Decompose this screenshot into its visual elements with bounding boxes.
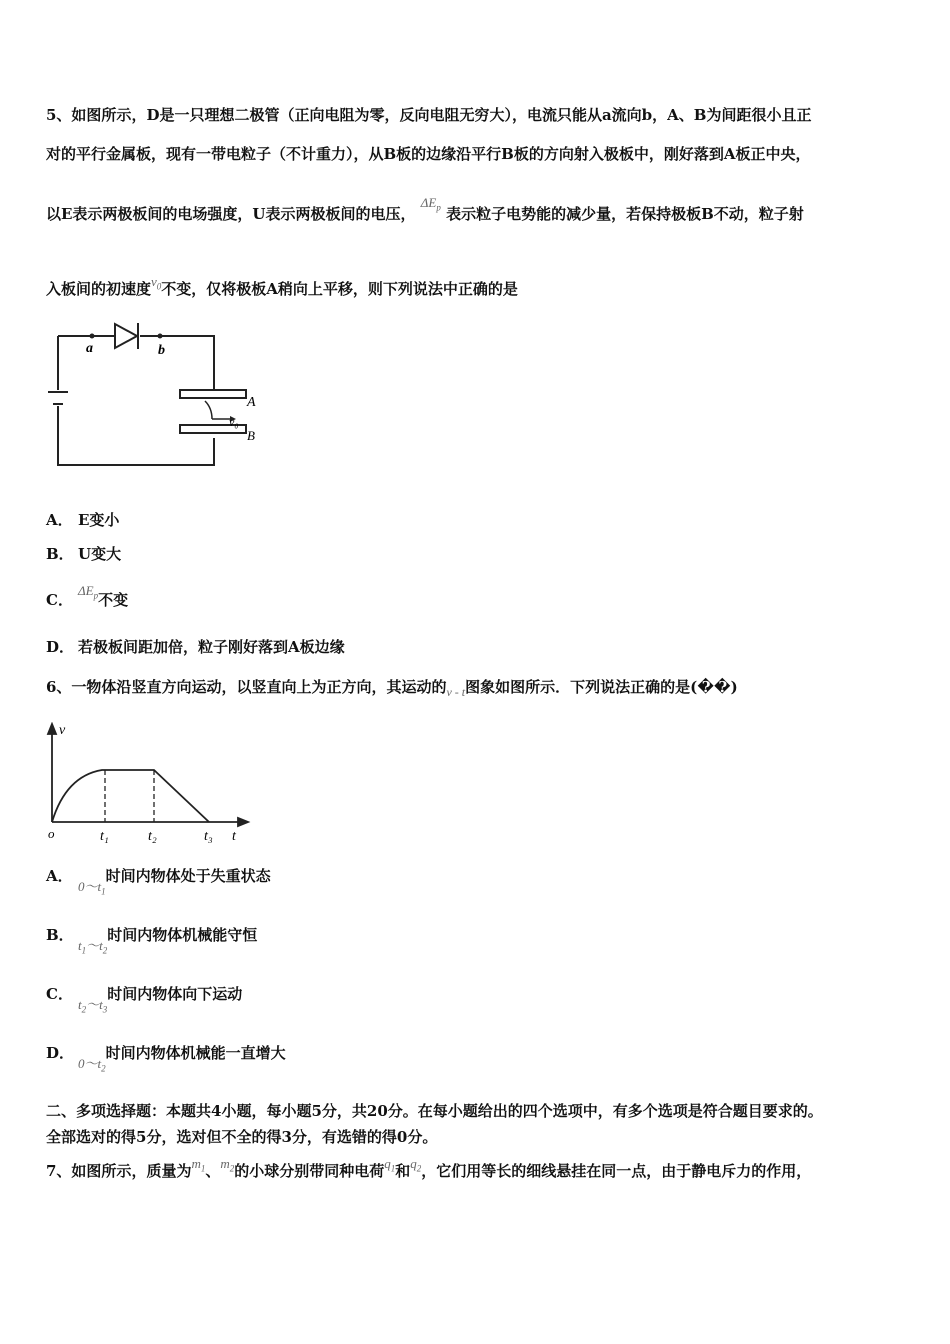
q6-option-c-label: C． <box>46 985 73 1003</box>
section2-line-1: 二、多项选择题：本题共4小题，每小题5分，共20分。在每小题给出的四个选项中，有多个选项是符合题目要求的。 <box>46 1102 823 1120</box>
q7-m1: $m_1$ <box>191 1156 206 1174</box>
origin-label: o <box>48 826 55 841</box>
q5-option-c-label: C． <box>46 591 73 609</box>
q5-line-1: 5、如图所示，D是一只理想二极管（正向电阻为零，反向电阻无穷大），电流只能从a流向b，A、B为间距很小且正 <box>46 106 812 124</box>
q5-line-4-text-b: 不变，仅将极板A稍向上平移，则下列说法中正确的是 <box>161 280 518 298</box>
q5-delta-ep: $\Delta E_p$ <box>420 195 441 213</box>
q6-option-b[interactable] <box>46 924 258 956</box>
q6-option-a[interactable] <box>46 865 271 897</box>
q5-line-4 <box>46 274 518 300</box>
q6-option-d[interactable] <box>46 1042 286 1074</box>
label-B: B <box>247 428 255 443</box>
section2-line-2: 全部选对的得5分，选对但不全的得3分，有选错的得0分。 <box>46 1128 438 1146</box>
q6-stem <box>46 676 738 697</box>
q6-option-c-text: 时间内物体向下运动 <box>107 985 243 1003</box>
label-A: A <box>247 395 256 410</box>
q5-line-4-text-a: 入板间的初速度 <box>46 280 152 298</box>
q5-option-b-label: B． <box>46 545 74 563</box>
q5-option-c-math: $\Delta E_p$ <box>78 583 99 601</box>
t2-label: t₂ <box>148 829 157 844</box>
q7-text-a: 7、如图所示，质量为 <box>46 1162 192 1180</box>
q6-option-c-math: $t_2\sim t_3$ <box>78 997 108 1015</box>
q5-option-a-label: A． <box>46 511 73 529</box>
q5-option-d-label: D． <box>46 638 75 656</box>
t-axis-arrow <box>238 818 248 826</box>
q7-m2: $m_2$ <box>220 1156 235 1174</box>
node-a-dot <box>90 334 95 339</box>
circuit-wire <box>58 406 214 465</box>
q7-sep: 、 <box>205 1162 221 1180</box>
q6-option-d-label: D． <box>46 1044 75 1062</box>
q7-text-b: 的小球分别带同种电荷 <box>234 1162 385 1180</box>
q6-option-a-label: A． <box>46 867 73 885</box>
q5-option-a-text: E变小 <box>78 511 120 529</box>
q7-stem <box>46 1156 812 1182</box>
diode-triangle <box>115 324 137 348</box>
circuit-diagram <box>40 318 280 478</box>
node-b-dot <box>158 334 163 339</box>
q6-option-b-label: B． <box>46 926 74 944</box>
label-v0: v₀ <box>229 415 239 429</box>
q6-option-d-text: 时间内物体机械能一直增大 <box>105 1044 286 1062</box>
q5-option-d-text: 若极板间距加倍，粒子刚好落到A板边缘 <box>78 638 345 656</box>
q6-stem-paren: (��) <box>690 678 738 696</box>
t3-label: t₃ <box>204 829 213 844</box>
q6-option-a-text: 时间内物体处于失重状态 <box>105 867 271 885</box>
q6-stem-text-b: 图象如图所示．下列说法正确的是 <box>465 678 691 696</box>
q5-option-b-text: U变大 <box>78 545 122 563</box>
q6-option-c[interactable] <box>46 983 243 1015</box>
q6-vt-math: v - t <box>446 685 466 699</box>
q5-line-3 <box>46 195 804 225</box>
circuit-wire <box>140 336 214 390</box>
vt-graph <box>44 722 259 852</box>
q5-option-a[interactable] <box>46 509 119 530</box>
q7-q2: $q_2$ <box>410 1156 422 1174</box>
q6-option-b-text: 时间内物体机械能守恒 <box>107 926 258 944</box>
v-axis-label: v <box>59 723 66 738</box>
plate-A <box>180 390 246 398</box>
q5-option-c-text: 不变 <box>98 591 129 609</box>
q5-option-c[interactable] <box>46 583 129 611</box>
q7-q1: $q_1$ <box>384 1156 396 1174</box>
particle-trajectory <box>205 401 212 419</box>
v-axis-arrow <box>48 724 56 734</box>
label-b: b <box>158 343 165 358</box>
q5-line-2: 对的平行金属板，现有一带电粒子（不计重力），从B板的边缘沿平行B板的方向射入极板中，刚好落到A板正中央， <box>46 145 811 163</box>
q6-option-d-math: $0\sim t_2$ <box>78 1056 106 1074</box>
q7-and: 和 <box>395 1162 411 1180</box>
q6-option-b-math: $t_1\sim t_2$ <box>78 938 108 956</box>
q6-stem-text-a: 6、一物体沿竖直方向运动，以竖直向上为正方向，其运动的 <box>46 678 447 696</box>
label-a: a <box>86 341 93 356</box>
q6-option-a-math: $0\sim t_1$ <box>78 879 106 897</box>
t-axis-label: t <box>232 829 236 844</box>
q7-text-c: ，它们用等长的细线悬挂在同一点，由于静电斥力的作用， <box>421 1162 812 1180</box>
q5-option-d[interactable] <box>46 636 345 657</box>
q5-v0: $v_0$ <box>151 274 162 292</box>
velocity-curve <box>52 770 209 822</box>
q5-option-b[interactable] <box>46 543 121 564</box>
q5-line-3-text-a: 以E表示两极板间的电场强度，U表示两极板间的电压， <box>46 205 416 223</box>
q5-line-3-text-b: 表示粒子电势能的减少量，若保持极板B不动，粒子射 <box>446 205 804 223</box>
t1-label: t₁ <box>100 829 109 844</box>
